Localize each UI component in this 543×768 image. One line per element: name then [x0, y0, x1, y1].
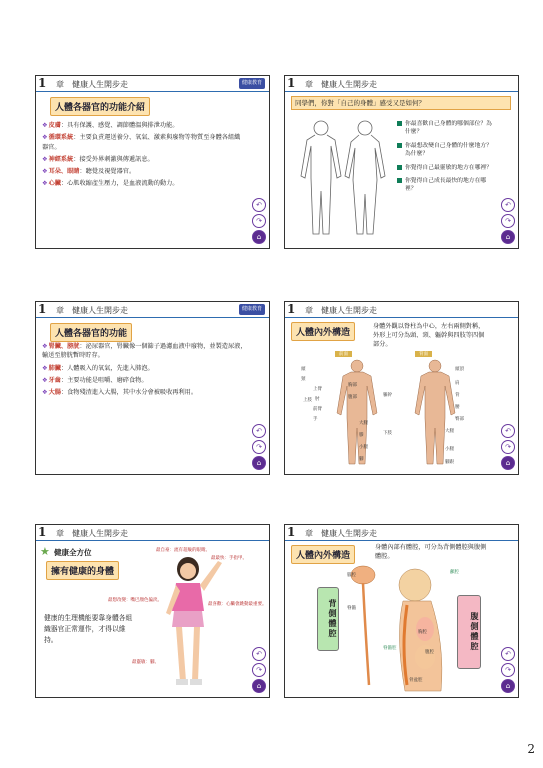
chapter-number: 1 — [287, 302, 296, 316]
prev-button[interactable]: ↶ — [501, 424, 515, 438]
list-item: ❖心臟：心肌收縮產生壓力，是血液流動的動力。 — [42, 180, 179, 188]
label-abdomen: 腹部 — [348, 395, 357, 400]
slide-organ-functions-intro — [35, 75, 270, 249]
chapter-number: 1 — [287, 525, 296, 539]
subject-badge: 健康教育 — [239, 78, 265, 89]
home-button[interactable]: ⌂ — [252, 679, 266, 693]
ventral-cavity-box: 腹側體腔 — [457, 595, 481, 669]
next-button[interactable]: ↷ — [252, 214, 266, 228]
slide-nav — [252, 422, 265, 470]
chapter-label: 章 健康人生開步走 — [56, 306, 128, 315]
callout-fastest: 最最快：手指甲。 — [211, 556, 247, 561]
section-tag: 健康全方位 — [54, 548, 92, 557]
list-item: 你覺得自己最靈敏的地方在哪裡？ — [397, 164, 493, 172]
slide-nav — [252, 645, 265, 693]
list-item: ❖大腸：食物殘渣進入大腸，其中水分會被吸收再利用。 — [42, 389, 198, 397]
front-tag: 前面 — [335, 351, 352, 357]
prev-button[interactable]: ↶ — [252, 198, 266, 212]
slide-description: 身體內部有體腔，可分為背側體腔與腹側體腔。 — [375, 544, 487, 560]
chapter-label: 章 健康人生開步走 — [305, 529, 377, 538]
label-upper-arm: 上臂 — [313, 387, 322, 392]
label-forearm: 前臂 — [313, 407, 322, 412]
label-crown: 頭頂 — [455, 367, 464, 372]
chapter-number: 1 — [38, 76, 47, 90]
label-thigh: 大腿 — [359, 421, 368, 426]
label-thoracic-cavity: 胸腔 — [418, 630, 427, 635]
dorsal-cavity-box: 背側體腔 — [317, 587, 339, 651]
label-neck: 頸 — [301, 377, 306, 382]
label-cranial-brain: 腦腔 — [347, 573, 356, 578]
chapter-label: 章 健康人生開步走 — [305, 80, 377, 89]
slide-nav — [501, 645, 514, 693]
slide-header — [36, 302, 269, 318]
label-thigh-back: 大腿 — [445, 429, 454, 434]
label-foot: 腳 — [359, 457, 364, 462]
callout-sensitive: 最靈敏：腳。 — [132, 660, 159, 665]
label-upper-limb: 上肢 — [303, 398, 312, 403]
page-number: 2 — [527, 742, 535, 756]
label-heel: 腳跟 — [445, 460, 454, 465]
label-pelvic-cavity: 骨盆腔 — [409, 678, 423, 683]
girl-illustration — [146, 551, 236, 691]
slide-header — [36, 525, 269, 541]
slide-header — [36, 76, 269, 92]
slide-organ-functions — [35, 301, 270, 475]
callout-like: 最喜歡：心臟會跳動最重要。 — [208, 602, 267, 607]
label-knee: 膝 — [359, 433, 364, 438]
question-list — [397, 120, 493, 199]
prev-button[interactable]: ↶ — [501, 198, 515, 212]
organ-list — [42, 121, 242, 192]
next-button[interactable]: ↷ — [252, 440, 266, 454]
chapter-number: 1 — [38, 302, 47, 316]
slide-title: 人體內外構造 — [291, 322, 355, 341]
organ-list — [42, 342, 247, 400]
question-bar: 同學們，你對「自己的身體」感受又是如何？ — [291, 96, 511, 110]
slide-nav — [252, 196, 265, 244]
list-item: ❖神經系統：接受外界刺激與傳遞訊息。 — [42, 155, 154, 163]
label-head: 頭 — [301, 367, 306, 372]
chapter-number: 1 — [287, 76, 296, 90]
label-hand: 手 — [313, 417, 318, 422]
chapter-label: 章 健康人生開步走 — [56, 80, 128, 89]
slide-body-structure — [284, 301, 519, 475]
slide-description: 健康的生理機能要靠身體各組織器官正常運作，才得以維持。 — [44, 614, 133, 644]
list-item: 你最喜歡自己身體的哪個部位？為什麼？ — [397, 120, 493, 137]
callout-change: 最想改變：嘴巴顏色偏淡。 — [108, 598, 162, 603]
list-item: ❖皮膚：具有保護、感覺、調節體溫與排泄功能。 — [42, 122, 179, 129]
home-button[interactable]: ⌂ — [252, 456, 266, 470]
label-spinal-cavity: 脊髓腔 — [383, 646, 397, 651]
label-cranial-cavity: 顱腔 — [450, 570, 459, 575]
slide-header — [285, 525, 518, 541]
label-lower-leg: 小腿 — [359, 445, 368, 450]
label-trunk: 軀幹 — [383, 393, 392, 398]
list-item: ❖肺臟：人體吸入的氧氣，先進入肺泡。 — [42, 364, 154, 372]
slide-nav — [501, 422, 514, 470]
next-button[interactable]: ↷ — [501, 663, 515, 677]
list-item: ❖腎臟、膀胱：泌尿器官，腎臟像一個篩子過濾血液中廢物，並製造尿液，輸送至膀胱暫時貯存。 — [42, 343, 247, 360]
slide-header — [285, 76, 518, 92]
next-button[interactable]: ↷ — [252, 663, 266, 677]
home-button[interactable]: ⌂ — [501, 230, 515, 244]
slide-body-cavities — [284, 524, 519, 698]
slide-title: 人體內外構造 — [291, 545, 355, 564]
label-abdominal-cavity: 腹腔 — [425, 650, 434, 655]
back-tag: 背面 — [415, 351, 432, 357]
list-item: ❖循環系統：主要負責運送養分、氧氣、激素與廢物等物質至身體各組織器官。 — [42, 134, 241, 151]
chapter-number: 1 — [38, 525, 47, 539]
list-item: 你最想改變自己身體的什麼地方？為什麼？ — [397, 142, 493, 159]
list-item: ❖耳朵、眼睛：聽覺及視覺器官。 — [42, 168, 136, 176]
label-chest: 胸部 — [348, 383, 357, 388]
next-button[interactable]: ↷ — [501, 214, 515, 228]
slide-healthy-body — [35, 524, 270, 698]
slide-body-feelings — [284, 75, 519, 249]
label-spinal-cord: 脊髓 — [347, 606, 356, 611]
chapter-label: 章 健康人生開步走 — [305, 306, 377, 315]
subject-badge: 健康教育 — [239, 304, 265, 315]
chapter-label: 章 健康人生開步走 — [56, 529, 128, 538]
label-buttocks: 臀部 — [455, 417, 464, 422]
label-shoulder: 肩 — [455, 381, 460, 386]
home-button[interactable]: ⌂ — [501, 456, 515, 470]
home-button[interactable]: ⌂ — [501, 679, 515, 693]
callout-pride: 最自豪：流有超級的眼睛。 — [156, 548, 210, 553]
label-lower-limb: 下肢 — [383, 431, 392, 436]
body-outline-illustration — [293, 116, 393, 241]
prev-button[interactable]: ↶ — [252, 647, 266, 661]
home-button[interactable]: ⌂ — [252, 230, 266, 244]
label-calf: 小腿 — [445, 447, 454, 452]
slide-header — [285, 302, 518, 318]
next-button[interactable]: ↷ — [501, 440, 515, 454]
label-elbow: 肘 — [315, 397, 320, 402]
slide-description: 身體外觀以脊柱為中心，左右兩側對稱，外形上可分為頭、頸、軀幹與四肢等四個部分。 — [373, 323, 485, 348]
list-item: 你覺得自己成長最快的地方在哪裡？ — [397, 177, 493, 194]
slide-title: 擁有健康的身體 — [46, 561, 119, 580]
star-icon: ★ — [40, 545, 50, 558]
slide-title: 人體各器官的功能 — [50, 323, 132, 342]
cavity-anatomy-illustration — [345, 565, 455, 693]
label-back: 背 — [455, 393, 460, 398]
prev-button[interactable]: ↶ — [501, 647, 515, 661]
label-waist: 腰 — [455, 405, 460, 410]
prev-button[interactable]: ↶ — [252, 424, 266, 438]
slide-title: 人體各器官的功能介紹 — [50, 97, 150, 116]
list-item: ❖牙齒：主要功能是咀嚼、磨碎食物。 — [42, 376, 148, 384]
slide-nav — [501, 196, 514, 244]
